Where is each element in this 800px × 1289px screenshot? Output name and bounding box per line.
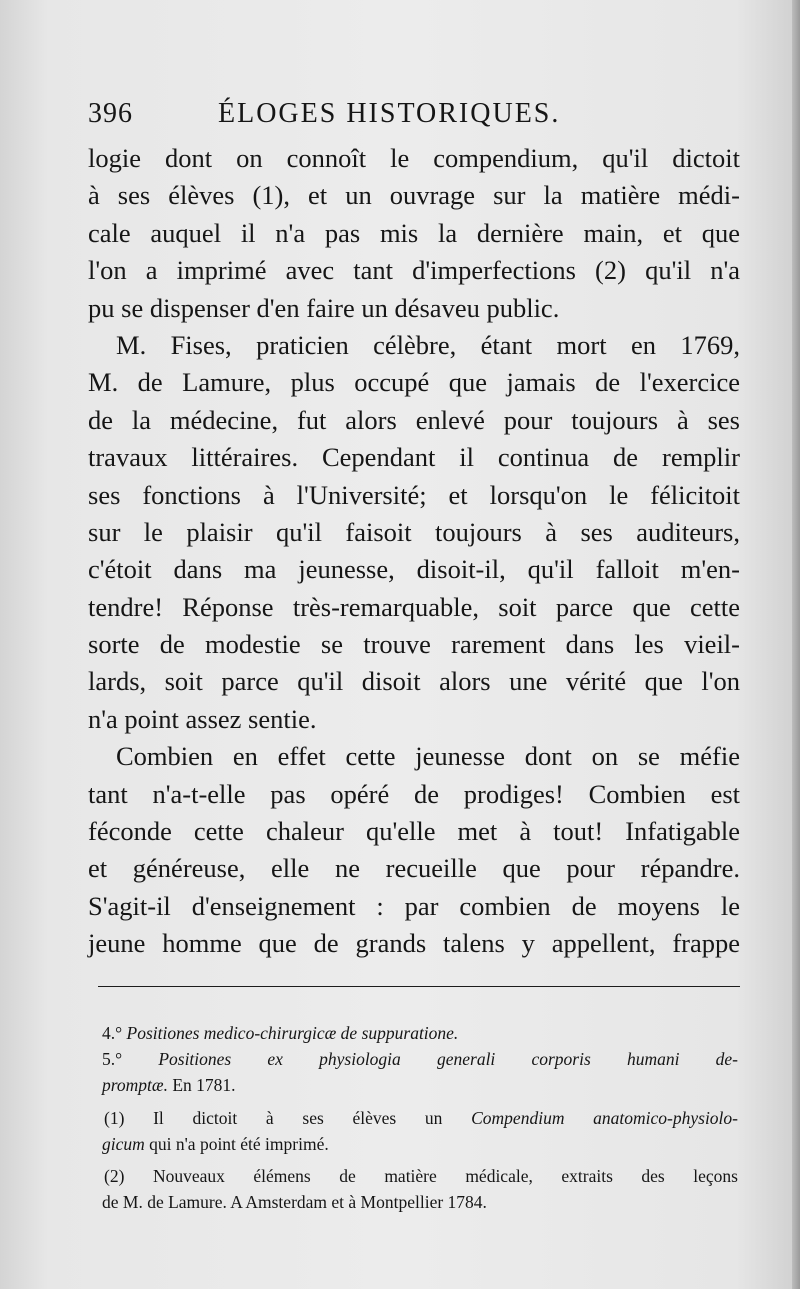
- text-line: jeune homme que de grands talens y appellent, frappe: [88, 928, 740, 959]
- footnote-2-continued: de M. de Lamure. A Amsterdam et à Montpellier 1784.: [102, 1192, 487, 1213]
- text-line: sur le plaisir qu'il faisoit toujours à ses auditeurs,: [88, 516, 740, 547]
- footnote-title: gicum: [102, 1133, 145, 1154]
- text-line: Combien en effet cette jeunesse dont on se méfie: [116, 741, 740, 772]
- page-edge-shadow: [792, 0, 800, 1289]
- footnotes: [102, 1020, 738, 1215]
- text-line: et généreuse, elle ne recueille que pour répandre.: [88, 853, 740, 884]
- footnote-5-continued: [102, 1072, 738, 1098]
- text-line: à ses élèves (1), et un ouvrage sur la matière médi-: [88, 180, 740, 211]
- footnote-title: Compendium anatomico-physiolo-: [471, 1107, 738, 1128]
- footnote-number: 5.°: [102, 1049, 123, 1070]
- text-line: logie dont on connoît le compendium, qu'il dictoit: [88, 143, 740, 173]
- text-line: l'on a imprimé avec tant d'imperfections (2) qu'il n'a: [88, 255, 740, 286]
- text-line: tendre! Réponse très-remarquable, soit parce que cette: [88, 591, 740, 622]
- text-line: ses fonctions à l'Université; et lorsqu'on le félicitoit: [88, 479, 740, 510]
- running-title: ÉLOGES HISTORIQUES.: [218, 98, 561, 129]
- text-line: lards, soit parce qu'il disoit alors une vérité que l'on: [88, 666, 740, 697]
- footnote-title: promptæ.: [102, 1075, 168, 1096]
- footnote-1-continued: [102, 1131, 738, 1157]
- footnote-divider: [98, 986, 740, 987]
- text-line: M. de Lamure, plus occupé que jamais de l'exercice: [88, 367, 740, 398]
- text-line: cale auquel il n'a pas mis la dernière main, et que: [88, 217, 740, 248]
- footnote-title: Positiones medico-chirurgicæ de suppuratione.: [126, 1023, 459, 1043]
- text-line: pu se dispenser d'en faire un désaveu public.: [88, 292, 560, 323]
- text-line: S'agit-il d'enseignement : par combien de moyens le: [88, 890, 740, 921]
- footnote-5: [102, 1046, 738, 1072]
- text-line: n'a point assez sentie.: [88, 703, 317, 734]
- text-line: M. Fises, praticien célèbre, étant mort en 1769,: [116, 329, 740, 360]
- text-line: tant n'a-t-elle pas opéré de prodiges! Combien est: [88, 778, 740, 809]
- footnote-text: qui n'a point été imprimé.: [149, 1133, 329, 1154]
- footnote-text: (1) Il dictoit à ses élèves un: [104, 1107, 443, 1128]
- footnote-number: 4.°: [102, 1023, 123, 1043]
- footnote-date: En 1781.: [172, 1075, 236, 1096]
- page-number: 396: [88, 98, 133, 129]
- footnote-4: [102, 1020, 738, 1046]
- page-header: [88, 98, 744, 138]
- text-line: sorte de modestie se trouve rarement dans les vieil-: [88, 629, 740, 660]
- footnote-2: (2) Nouveaux élémens de matière médicale, extraits des leçons: [104, 1165, 738, 1186]
- text-line: féconde cette chaleur qu'elle met à tout! Infatigable: [88, 816, 740, 847]
- footnote-1: [102, 1105, 738, 1131]
- text-line: c'étoit dans ma jeunesse, disoit-il, qu'il falloit m'en-: [88, 554, 740, 585]
- text-line: de la médecine, fut alors enlevé pour toujours à ses: [88, 404, 740, 435]
- footnote-title: Positiones ex physiologia generali corporis humani de-: [158, 1049, 738, 1070]
- text-line: travaux littéraires. Cependant il continua de remplir: [88, 442, 740, 473]
- body-text: [88, 140, 740, 963]
